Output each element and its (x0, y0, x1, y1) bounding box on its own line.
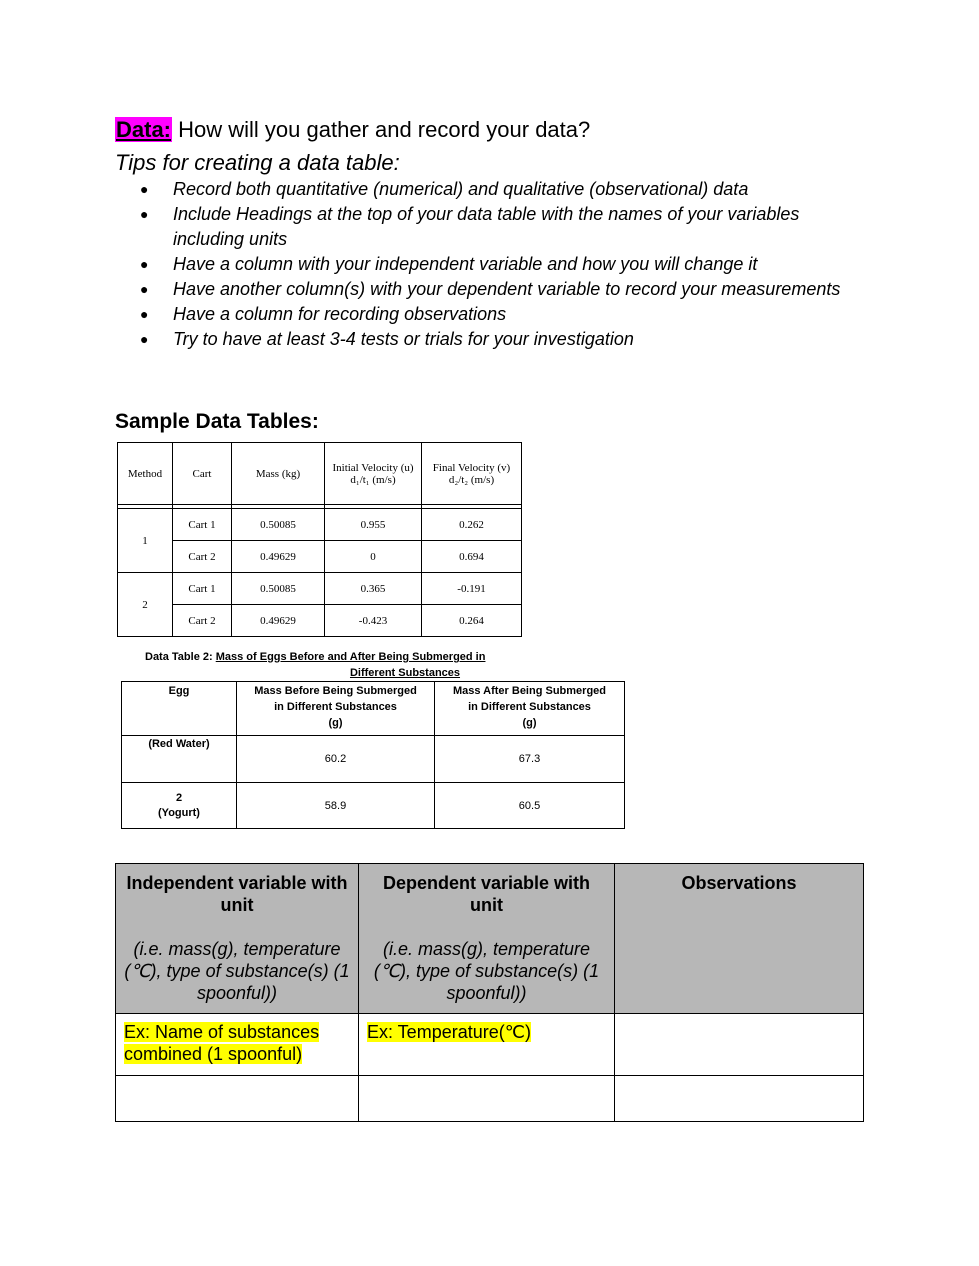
tip-item: ● Have a column with your independent variable and how you will change it (140, 252, 860, 277)
method-cell: 1 (118, 509, 173, 573)
table-cell: 0.50085 (232, 573, 325, 605)
header-egg: Egg (122, 682, 237, 736)
tips-title: Tips for creating a data table: (115, 150, 400, 175)
tip-item: ● Have a column for recording observations (140, 302, 860, 327)
header-mass-after: Mass After Being Submerged in Different Substances (g) (435, 682, 625, 736)
header-independent: Independent variable with unit (i.e. mass(g), temperature (℃), type of substance(s) (1 spoonful)) (116, 864, 359, 1014)
sample-tables-title: Sample Data Tables: (115, 410, 319, 433)
table-row (116, 1076, 864, 1122)
table-cell: 58.9 (237, 783, 435, 829)
table2-caption: Data Table 2: Mass of Eggs Before and After Being Submerged in Different Substances (145, 651, 486, 679)
egg-cell: (Red Water) (122, 736, 237, 783)
table-cell: 0 (325, 541, 422, 573)
header-observations: Observations (615, 864, 864, 1014)
sample-table-eggs (121, 681, 625, 829)
table-cell: 0.694 (422, 541, 522, 573)
tip-item: ● Record both quantitative (numerical) and qualitative (observational) data (140, 177, 860, 202)
header-dependent: Dependent variable with unit (i.e. mass(g), temperature (℃), type of substance(s) (1 spoonful)) (359, 864, 615, 1014)
header-mass-before: Mass Before Being Submerged in Different Substances (g) (237, 682, 435, 736)
table-cell: -0.423 (325, 605, 422, 637)
table-cell: Cart 1 (173, 573, 232, 605)
table-cell: Cart 2 (173, 541, 232, 573)
table-cell: 0.50085 (232, 509, 325, 541)
header-cart: Cart (173, 443, 232, 505)
header-mass: Mass (kg) (232, 443, 325, 505)
table-row (118, 605, 522, 637)
method-cell: 2 (118, 573, 173, 637)
table-cell: 0.955 (325, 509, 422, 541)
table-cell: Cart 2 (173, 605, 232, 637)
tip-item: ● Have another column(s) with your dependent variable to record your measurements (140, 277, 860, 302)
table-row (122, 736, 625, 783)
table-row (118, 573, 522, 605)
empty-cell[interactable] (359, 1076, 615, 1122)
table-cell: 60.5 (435, 783, 625, 829)
table-cell: 0.264 (422, 605, 522, 637)
table-cell: 67.3 (435, 736, 625, 783)
header-initial-velocity: Initial Velocity (u) d₁/t₁ (m/s) (325, 443, 422, 505)
table-cell: 0.262 (422, 509, 522, 541)
student-data-table (115, 863, 864, 1122)
table-row (118, 509, 522, 541)
table-row (122, 783, 625, 829)
table-cell: 0.365 (325, 573, 422, 605)
data-heading (115, 115, 590, 145)
empty-cell[interactable] (116, 1076, 359, 1122)
header-final-velocity: Final Velocity (v) d₂/t₂ (m/s) (422, 443, 522, 505)
table-cell: 60.2 (237, 736, 435, 783)
observation-cell[interactable] (615, 1014, 864, 1076)
header-method: Method (118, 443, 173, 505)
table-row (118, 541, 522, 573)
tip-item: ● Try to have at least 3-4 tests or trials for your investigation (140, 327, 860, 352)
table-cell: Cart 1 (173, 509, 232, 541)
sample-table-collision (117, 442, 522, 637)
table-row (116, 1014, 864, 1076)
table-cell: 0.49629 (232, 541, 325, 573)
example-dependent-cell[interactable]: Ex: Temperature(℃) (359, 1014, 615, 1076)
table-cell: -0.191 (422, 573, 522, 605)
example-independent-cell[interactable]: Ex: Name of substances combined (1 spoonful) (116, 1014, 359, 1076)
data-label: Data: (116, 117, 172, 142)
empty-cell[interactable] (615, 1076, 864, 1122)
tips-list (140, 177, 860, 352)
data-question: How will you gather and record your data? (172, 117, 591, 142)
table-cell: 0.49629 (232, 605, 325, 637)
tip-item: ● Include Headings at the top of your data table with the names of your variables including units (140, 202, 860, 252)
egg-cell: 2 (Yogurt) (122, 783, 237, 829)
